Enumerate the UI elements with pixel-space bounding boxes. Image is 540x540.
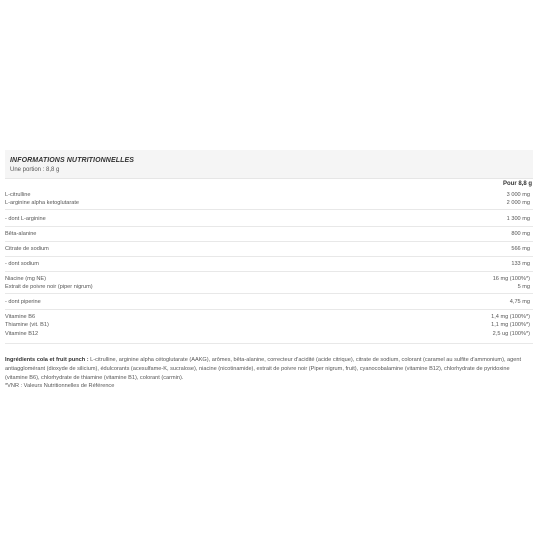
row-value: 800 mg <box>511 231 530 237</box>
row-value: 2 000 mg <box>506 200 530 206</box>
row-label: Extrait de poivre noir (piper nigrum) <box>5 284 93 290</box>
row-label: - dont L-arginine <box>5 216 46 222</box>
ingredients-text <box>5 356 531 383</box>
row-value: 566 mg <box>511 246 530 252</box>
nutrition-title: INFORMATIONS NUTRITIONNELLES <box>10 157 134 164</box>
row-value: 5 mg <box>517 284 530 290</box>
row-divider <box>5 209 533 210</box>
table-row <box>5 216 533 225</box>
nutrition-header <box>5 150 533 179</box>
row-label: Bêta-alanine <box>5 231 37 237</box>
ingredients-label: Ingrédients cola et fruit punch : <box>5 357 89 363</box>
row-label: L-citrulline <box>5 192 31 198</box>
table-row <box>5 200 533 209</box>
row-value: 133 mg <box>511 261 530 267</box>
table-row <box>5 261 533 270</box>
table-row <box>5 299 533 308</box>
footnote: *VNR : Valeurs Nutritionnelles de Référence <box>5 383 115 389</box>
column-header: Pour 8,8 g <box>502 181 532 187</box>
row-label: Citrate de sodium <box>5 246 49 252</box>
row-label: Thiamine (vit. B1) <box>5 322 49 328</box>
table-row <box>5 231 533 240</box>
row-divider <box>5 309 533 310</box>
table-row <box>5 284 533 293</box>
row-value: 2,5 ug (100%*) <box>492 331 530 337</box>
ingredients-list: L-citrulline, arginine alpha cétoglutarate (AAKG), arômes, bêta-alanine, correcteur d'acidité (acide citrique), citrate de sodium, colorant (caramel au sulfite d'ammonium), agent antiagglomérant (dioxyde de silicium), édulcorants (acesulfame-K, sucralose), niacine (nicotinamide), extrait de poivre noir (Piper nigrum, fruit), cyanocobalamine (vitamine B12), chlorhydrate de pyridoxine (vitamine B6), chlorhydrate de thiamine (vitamine B1), colorant (carmin). <box>5 357 522 381</box>
table-row <box>5 331 533 340</box>
row-value: 1 300 mg <box>506 216 530 222</box>
row-divider <box>5 226 533 227</box>
row-divider <box>5 241 533 242</box>
row-divider <box>5 271 533 272</box>
row-value: 1,4 mg (100%*) <box>491 314 530 320</box>
table-row <box>5 246 533 255</box>
serving-size: Une portion : 8,8 g <box>10 167 60 173</box>
row-value: 16 mg (100%*) <box>492 276 530 282</box>
row-value: 4,75 mg <box>509 299 530 305</box>
row-divider <box>5 343 533 344</box>
table-row <box>5 322 533 331</box>
row-value: 3 000 mg <box>506 192 530 198</box>
row-value: 1,1 mg (100%*) <box>491 322 530 328</box>
row-divider <box>5 256 533 257</box>
row-label: Vitamine B6 <box>5 314 36 320</box>
row-label: - dont sodium <box>5 261 39 267</box>
row-divider <box>5 293 533 294</box>
row-label: L-arginine alpha ketoglutarate <box>5 200 80 206</box>
row-label: - dont piperine <box>5 299 41 305</box>
row-label: Niacine (mg NE) <box>5 276 47 282</box>
row-label: Vitamine B12 <box>5 331 39 337</box>
